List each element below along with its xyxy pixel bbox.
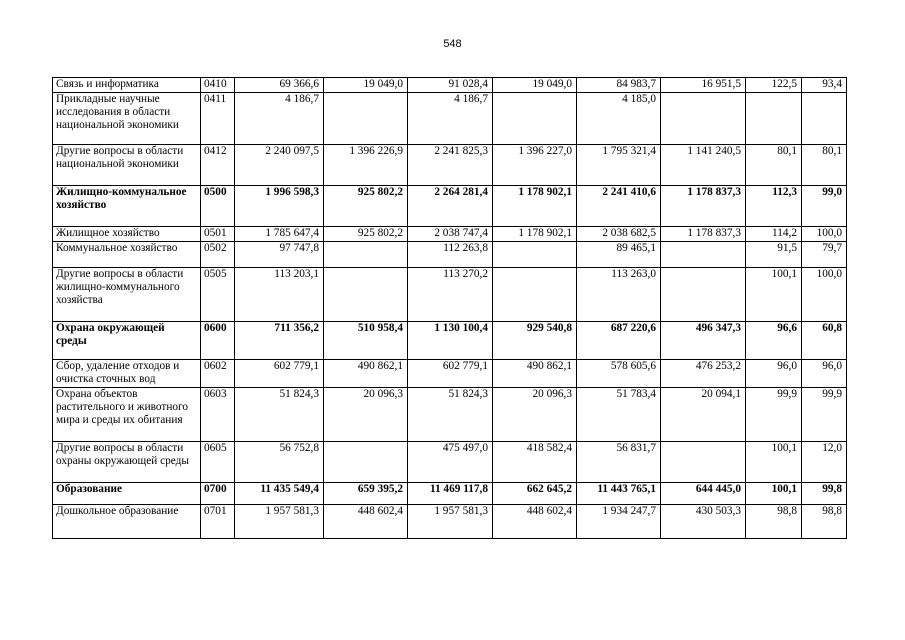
value-cell: 99,9 <box>802 388 847 442</box>
row-name: Другие вопросы в области национальной экономики <box>53 145 201 186</box>
value-cell: 114,2 <box>746 227 802 242</box>
value-cell: 602 779,1 <box>408 360 493 388</box>
value-cell: 19 049,0 <box>493 78 577 93</box>
value-cell: 2 241 410,6 <box>577 186 661 227</box>
row-code: 0600 <box>201 322 235 360</box>
value-cell: 51 824,3 <box>408 388 493 442</box>
value-cell: 99,0 <box>802 186 847 227</box>
row-code: 0701 <box>201 505 235 539</box>
table-row <box>53 505 847 539</box>
value-cell: 925 802,2 <box>324 186 408 227</box>
value-cell: 11 443 765,1 <box>577 483 661 505</box>
table-row <box>53 322 847 360</box>
table-row <box>53 78 847 93</box>
value-cell: 100,0 <box>802 227 847 242</box>
row-name: Жилищно-коммунальное хозяйство <box>53 186 201 227</box>
value-cell <box>746 93 802 145</box>
table-row <box>53 93 847 145</box>
table-row <box>53 186 847 227</box>
value-cell: 79,7 <box>802 242 847 268</box>
value-cell: 19 049,0 <box>324 78 408 93</box>
row-code: 0605 <box>201 442 235 483</box>
value-cell <box>493 93 577 145</box>
value-cell: 1 396 227,0 <box>493 145 577 186</box>
value-cell: 113 270,2 <box>408 268 493 322</box>
value-cell: 20 096,3 <box>324 388 408 442</box>
value-cell: 60,8 <box>802 322 847 360</box>
value-cell: 430 503,3 <box>661 505 746 539</box>
row-code: 0411 <box>201 93 235 145</box>
value-cell: 56 752,8 <box>235 442 324 483</box>
value-cell: 1 178 837,3 <box>661 227 746 242</box>
value-cell: 1 178 902,1 <box>493 186 577 227</box>
row-name: Коммунальное хозяйство <box>53 242 201 268</box>
table-row <box>53 242 847 268</box>
page-number: 548 <box>443 38 462 50</box>
value-cell: 448 602,4 <box>324 505 408 539</box>
value-cell: 418 582,4 <box>493 442 577 483</box>
value-cell: 80,1 <box>746 145 802 186</box>
value-cell: 11 435 549,4 <box>235 483 324 505</box>
value-cell: 4 186,7 <box>235 93 324 145</box>
value-cell: 1 996 598,3 <box>235 186 324 227</box>
value-cell: 2 038 747,4 <box>408 227 493 242</box>
value-cell: 490 862,1 <box>324 360 408 388</box>
value-cell: 100,1 <box>746 268 802 322</box>
row-code: 0410 <box>201 78 235 93</box>
value-cell: 602 779,1 <box>235 360 324 388</box>
value-cell <box>324 442 408 483</box>
row-code: 0505 <box>201 268 235 322</box>
value-cell: 659 395,2 <box>324 483 408 505</box>
value-cell: 4 185,0 <box>577 93 661 145</box>
value-cell <box>493 268 577 322</box>
value-cell: 1 130 100,4 <box>408 322 493 360</box>
row-name: Охрана окружающей среды <box>53 322 201 360</box>
table-row <box>53 442 847 483</box>
value-cell <box>324 242 408 268</box>
value-cell <box>661 442 746 483</box>
value-cell: 96,0 <box>746 360 802 388</box>
value-cell: 496 347,3 <box>661 322 746 360</box>
value-cell: 2 038 682,5 <box>577 227 661 242</box>
value-cell: 51 824,3 <box>235 388 324 442</box>
table-row <box>53 388 847 442</box>
value-cell: 122,5 <box>746 78 802 93</box>
value-cell: 2 240 097,5 <box>235 145 324 186</box>
value-cell: 112,3 <box>746 186 802 227</box>
value-cell <box>661 93 746 145</box>
row-code: 0602 <box>201 360 235 388</box>
value-cell: 69 366,6 <box>235 78 324 93</box>
value-cell: 1 795 321,4 <box>577 145 661 186</box>
row-code: 0500 <box>201 186 235 227</box>
value-cell: 113 203,1 <box>235 268 324 322</box>
value-cell: 16 951,5 <box>661 78 746 93</box>
table-row <box>53 227 847 242</box>
value-cell: 20 094,1 <box>661 388 746 442</box>
value-cell: 1 934 247,7 <box>577 505 661 539</box>
value-cell <box>661 242 746 268</box>
value-cell <box>493 242 577 268</box>
value-cell: 510 958,4 <box>324 322 408 360</box>
table-body <box>53 78 847 539</box>
row-code: 0603 <box>201 388 235 442</box>
row-name: Связь и информатика <box>53 78 201 93</box>
value-cell: 96,6 <box>746 322 802 360</box>
row-name: Сбор, удаление отходов и очистка сточных вод <box>53 360 201 388</box>
value-cell: 2 264 281,4 <box>408 186 493 227</box>
value-cell: 1 178 902,1 <box>493 227 577 242</box>
value-cell: 1 957 581,3 <box>408 505 493 539</box>
value-cell: 1 141 240,5 <box>661 145 746 186</box>
value-cell: 1 785 647,4 <box>235 227 324 242</box>
value-cell: 112 263,8 <box>408 242 493 268</box>
value-cell: 12,0 <box>802 442 847 483</box>
row-code: 0502 <box>201 242 235 268</box>
row-name: Другие вопросы в области жилищно-коммунального хозяйства <box>53 268 201 322</box>
value-cell: 80,1 <box>802 145 847 186</box>
value-cell: 11 469 117,8 <box>408 483 493 505</box>
value-cell: 1 396 226,9 <box>324 145 408 186</box>
row-name: Охрана объектов растительного и животного мира и среды их обитания <box>53 388 201 442</box>
value-cell: 925 802,2 <box>324 227 408 242</box>
value-cell: 98,8 <box>802 505 847 539</box>
value-cell: 578 605,6 <box>577 360 661 388</box>
value-cell: 100,1 <box>746 442 802 483</box>
value-cell: 89 465,1 <box>577 242 661 268</box>
row-code: 0700 <box>201 483 235 505</box>
value-cell: 99,8 <box>802 483 847 505</box>
table-row <box>53 483 847 505</box>
row-name: Образование <box>53 483 201 505</box>
value-cell: 1 957 581,3 <box>235 505 324 539</box>
value-cell <box>324 268 408 322</box>
value-cell: 4 186,7 <box>408 93 493 145</box>
value-cell: 475 497,0 <box>408 442 493 483</box>
value-cell: 100,1 <box>746 483 802 505</box>
value-cell <box>802 93 847 145</box>
value-cell: 56 831,7 <box>577 442 661 483</box>
row-name: Дошкольное образование <box>53 505 201 539</box>
value-cell <box>661 268 746 322</box>
budget-table <box>52 77 847 539</box>
value-cell: 711 356,2 <box>235 322 324 360</box>
table-row <box>53 360 847 388</box>
value-cell: 644 445,0 <box>661 483 746 505</box>
value-cell: 1 178 837,3 <box>661 186 746 227</box>
value-cell: 51 783,4 <box>577 388 661 442</box>
value-cell: 448 602,4 <box>493 505 577 539</box>
value-cell: 84 983,7 <box>577 78 661 93</box>
value-cell <box>324 93 408 145</box>
value-cell: 93,4 <box>802 78 847 93</box>
row-name: Другие вопросы в области охраны окружающей среды <box>53 442 201 483</box>
value-cell: 91,5 <box>746 242 802 268</box>
value-cell: 476 253,2 <box>661 360 746 388</box>
row-name: Жилищное хозяйство <box>53 227 201 242</box>
value-cell: 113 263,0 <box>577 268 661 322</box>
value-cell: 687 220,6 <box>577 322 661 360</box>
table-row <box>53 145 847 186</box>
table-row <box>53 268 847 322</box>
value-cell: 2 241 825,3 <box>408 145 493 186</box>
row-code: 0412 <box>201 145 235 186</box>
value-cell: 929 540,8 <box>493 322 577 360</box>
value-cell: 20 096,3 <box>493 388 577 442</box>
value-cell: 98,8 <box>746 505 802 539</box>
value-cell: 96,0 <box>802 360 847 388</box>
value-cell: 100,0 <box>802 268 847 322</box>
value-cell: 91 028,4 <box>408 78 493 93</box>
row-code: 0501 <box>201 227 235 242</box>
value-cell: 490 862,1 <box>493 360 577 388</box>
value-cell: 662 645,2 <box>493 483 577 505</box>
value-cell: 97 747,8 <box>235 242 324 268</box>
row-name: Прикладные научные исследования в области национальной экономики <box>53 93 201 145</box>
value-cell: 99,9 <box>746 388 802 442</box>
